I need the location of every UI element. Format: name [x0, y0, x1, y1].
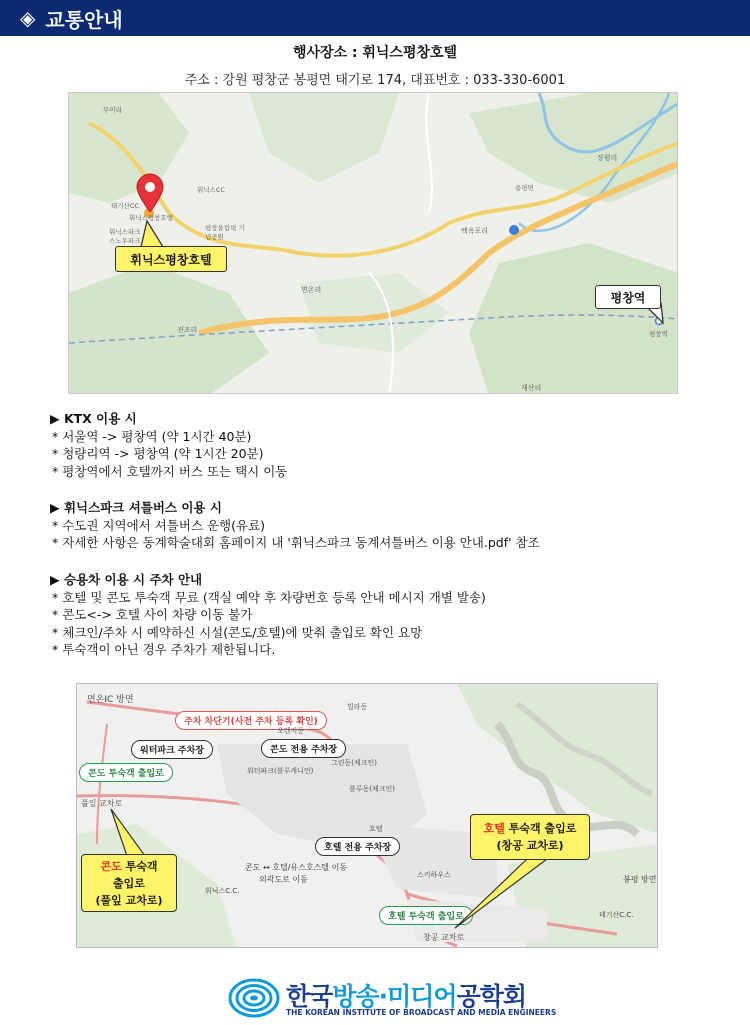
list-item: * 서울역 -> 평창역 (약 1시간 40분)	[52, 428, 252, 444]
section-title: 교통안내	[45, 7, 123, 32]
building-label: 호텔	[369, 825, 383, 833]
map-label: 면온리	[301, 286, 322, 294]
ktx-title: ▶ KTX 이용 시	[50, 411, 137, 426]
venue-text: 행사장소 : 휘닉스평창호텔	[292, 45, 458, 61]
parking-map	[76, 683, 658, 948]
route-label: 콘도 ↔ 호텔/유스호스텔 이동	[245, 863, 348, 872]
diamond-icon: ◈	[20, 6, 36, 30]
shuttle-section	[50, 499, 540, 552]
map-label: 재산리	[521, 384, 542, 392]
building-label: 휘닉스C.C.	[205, 887, 240, 895]
hotel-parking-label: 호텔 전용 주차장	[315, 837, 400, 856]
hotel-callout: 휘닉스평창호텔	[115, 246, 227, 272]
building-label: 블루동(체크인)	[349, 785, 396, 793]
junction-label: 풀잎 교차로	[81, 799, 123, 808]
building-label: 빌라동	[347, 703, 368, 711]
direction-label: 면온IC 방면	[87, 695, 134, 705]
list-item: * 수도권 지역에서 셔틀버스 운행(유료)	[52, 517, 266, 533]
building-label: 스키하우스	[417, 871, 451, 879]
list-item: * 청량리역 -> 평창역 (약 1시간 20분)	[52, 446, 264, 461]
condo-parking-label: 콘도 전용 주차장	[261, 739, 346, 758]
route-label: 외곽도로 이동	[259, 875, 308, 884]
barrier-label: 주차 차단기(사전 주차 등록 확인)	[175, 711, 327, 730]
map-label: 장평리	[597, 154, 618, 162]
direction-label: 봉평 방면	[623, 875, 657, 884]
parking-section	[50, 571, 486, 659]
map-label: 휘닉스CC	[197, 186, 225, 194]
shuttle-title: ▶ 휘닉스파크 셔틀버스 이용 시	[50, 500, 222, 515]
logo-emblem-icon	[228, 977, 280, 1019]
list-item: * 평창역에서 호텔까지 버스 또는 택시 이동	[52, 463, 288, 479]
location-map	[68, 92, 678, 394]
address-text: 주소 : 강원 평창군 봉평면 태기로 174, 대표번호 : 033-330-6001	[184, 73, 566, 88]
building-label: 그린동(체크인)	[331, 759, 378, 767]
hotel-entrance-label: 호텔 투숙객 출입로	[379, 906, 473, 925]
map-label: 휘닉스평창호텔	[129, 214, 173, 222]
map-label: 평창올림픽 기념공원	[205, 224, 245, 241]
station-callout: 평창역	[595, 285, 661, 309]
condo-entrance-label: 콘도 투숙객 출입로	[79, 763, 173, 782]
ktx-section	[50, 410, 287, 480]
list-item: * 체크인/주차 시 예약하신 시설(콘도/호텔)에 맞춰 출입로 확인 요망	[52, 624, 423, 640]
waterpark-parking-label: 워터파크 주차장	[131, 740, 213, 759]
kobeb-logo	[228, 975, 557, 1021]
map-label: 용평면	[515, 184, 534, 192]
parking-title: ▶ 승용차 이용 시 주차 안내	[50, 572, 203, 587]
building-label: 태기산C.C.	[599, 911, 634, 919]
map-label: 백옥포리	[461, 227, 489, 235]
hotel-entrance-callout: 호텔 투숙객 출입로 (창공 교차로)	[470, 814, 590, 860]
map-label: 무이리	[103, 106, 122, 114]
list-item: * 호텔 및 콘도 투숙객 무료 (객실 예약 후 차량번호 등록 안내 메시지 개별 발송)	[52, 589, 486, 605]
building-label: 워터파크(블루캐니언)	[247, 767, 314, 775]
map-label: 태기산CC	[111, 202, 139, 210]
map-label: 휘닉스파크 스노우파크	[109, 228, 141, 245]
map-label: 평창역	[649, 330, 668, 338]
building-label: 오렌지동	[277, 727, 305, 735]
list-item: * 콘도<-> 호텔 사이 차량 이동 불가	[52, 607, 253, 622]
section-header	[0, 0, 750, 36]
condo-entrance-callout: 콘도 투숙객 출입로 (풀잎 교차로)	[81, 854, 177, 912]
map-label: 진조리	[177, 326, 198, 334]
logo-korean-name: 한국방송·미디어공학회	[286, 982, 527, 1011]
junction-label: 창공 교차로	[423, 933, 465, 942]
logo-english-name: THE KOREAN INSTITUTE OF BROADCAST AND MEDIA ENGINEERS	[286, 1008, 557, 1017]
location-pin-icon	[135, 173, 165, 213]
list-item: * 투숙객이 아닌 경우 주차가 제한됩니다.	[52, 642, 276, 657]
list-item: * 자세한 사항은 동계학술대회 홈페이지 내 '휘닉스파크 동계셔틀버스 이용 안내.pdf' 참조	[52, 535, 540, 550]
